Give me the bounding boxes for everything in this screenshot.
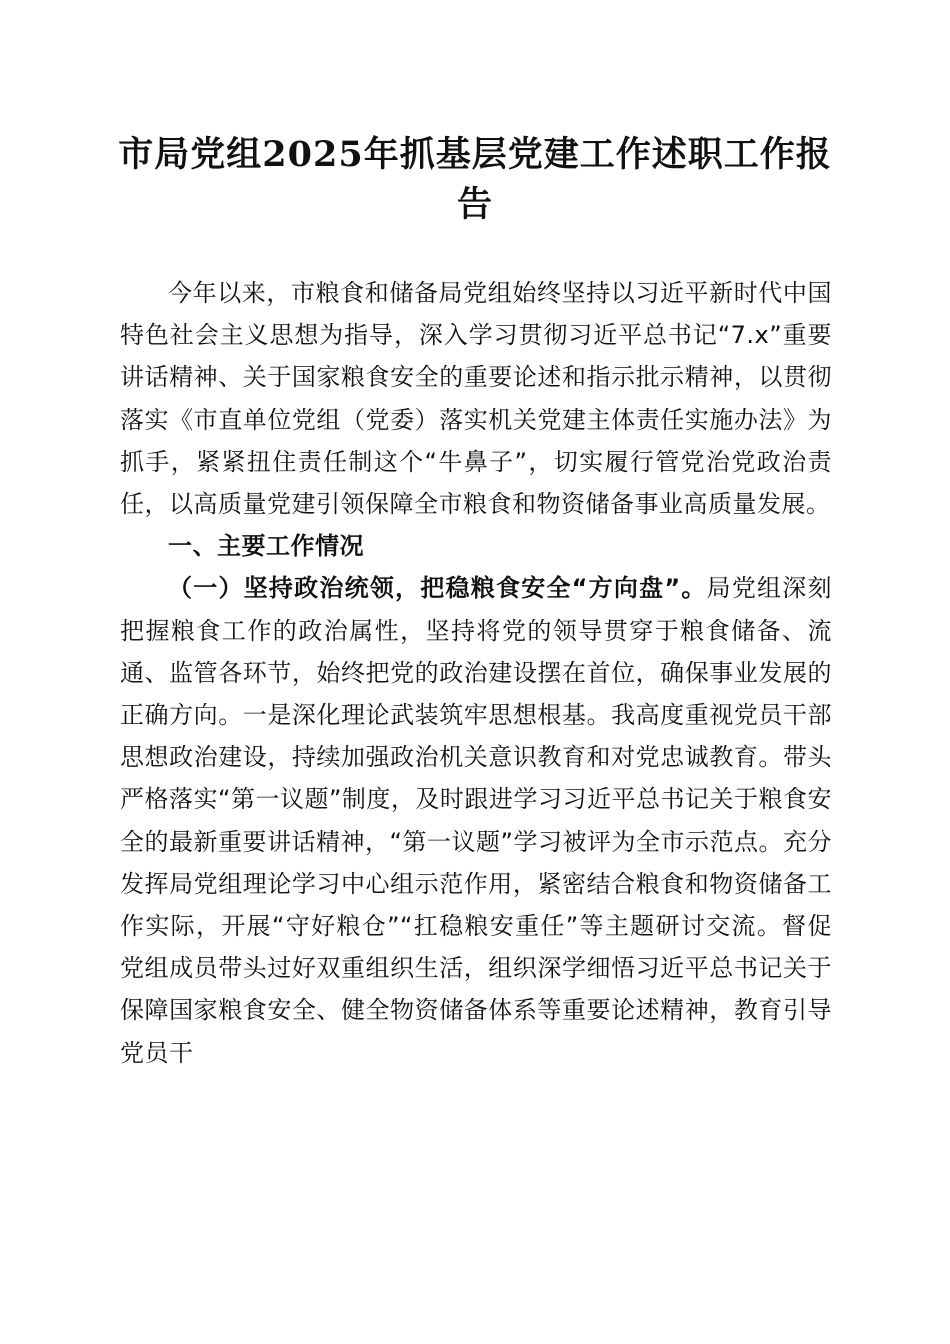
intro-paragraph: 今年以来，市粮食和储备局党组始终坚持以习近平新时代中国特色社会主义思想为指导，深入学习贯彻习近平总书记“7.x”重要讲话精神、关于国家粮食安全的重要论述和指示批示精神，以贯彻落实《市直单位党组（党委）落实机关党建主体责任实施办法》为抓手，紧紧扭住责任制这个“牛鼻子”，切实履行管党治党政治责任，以高质量党建引领保障全市粮食和物资储备事业高质量发展。 [120, 279, 832, 519]
document-title: 市局党组2025年抓基层党建工作述职工作报告 [118, 134, 832, 225]
subsection-text: 局党组深刻把握粮食工作的政治属性，坚持将党的领导贯穿于粮食储备、流通、监管各环节，始终把党的政治建设摆在首位，确保事业发展的正确方向。一是深化理论武装筑牢思想根基。我高度重视党员干部思想政治建设，持续加强政治机关意识教育和对党忠诚教育。带头严格落实“第一议题”制度，及时跟进学习习近平总书记关于粮食安全的最新重要讲话精神，“第一议题”学习被评为全市示范点。充分发挥局党组理论学习中心组示范作用，紧密结合粮食和物资储备工作实际，开展“守好粮仓”“扛稳粮安重任”等主题研讨交流。督促党组成员带头过好双重组织生活，组织深学细悟习近平总书记关于保障国家粮食安全、健全物资储备体系等重要论述精神，教育引导党员干 [120, 574, 833, 1067]
subsection-heading: （一）坚持政治统领，把稳粮食安全“方向盘”。 [168, 574, 707, 603]
document-body [120, 272, 832, 1074]
subsection-paragraph [120, 567, 832, 1073]
section-heading: 一、主要工作情况 [168, 532, 364, 561]
